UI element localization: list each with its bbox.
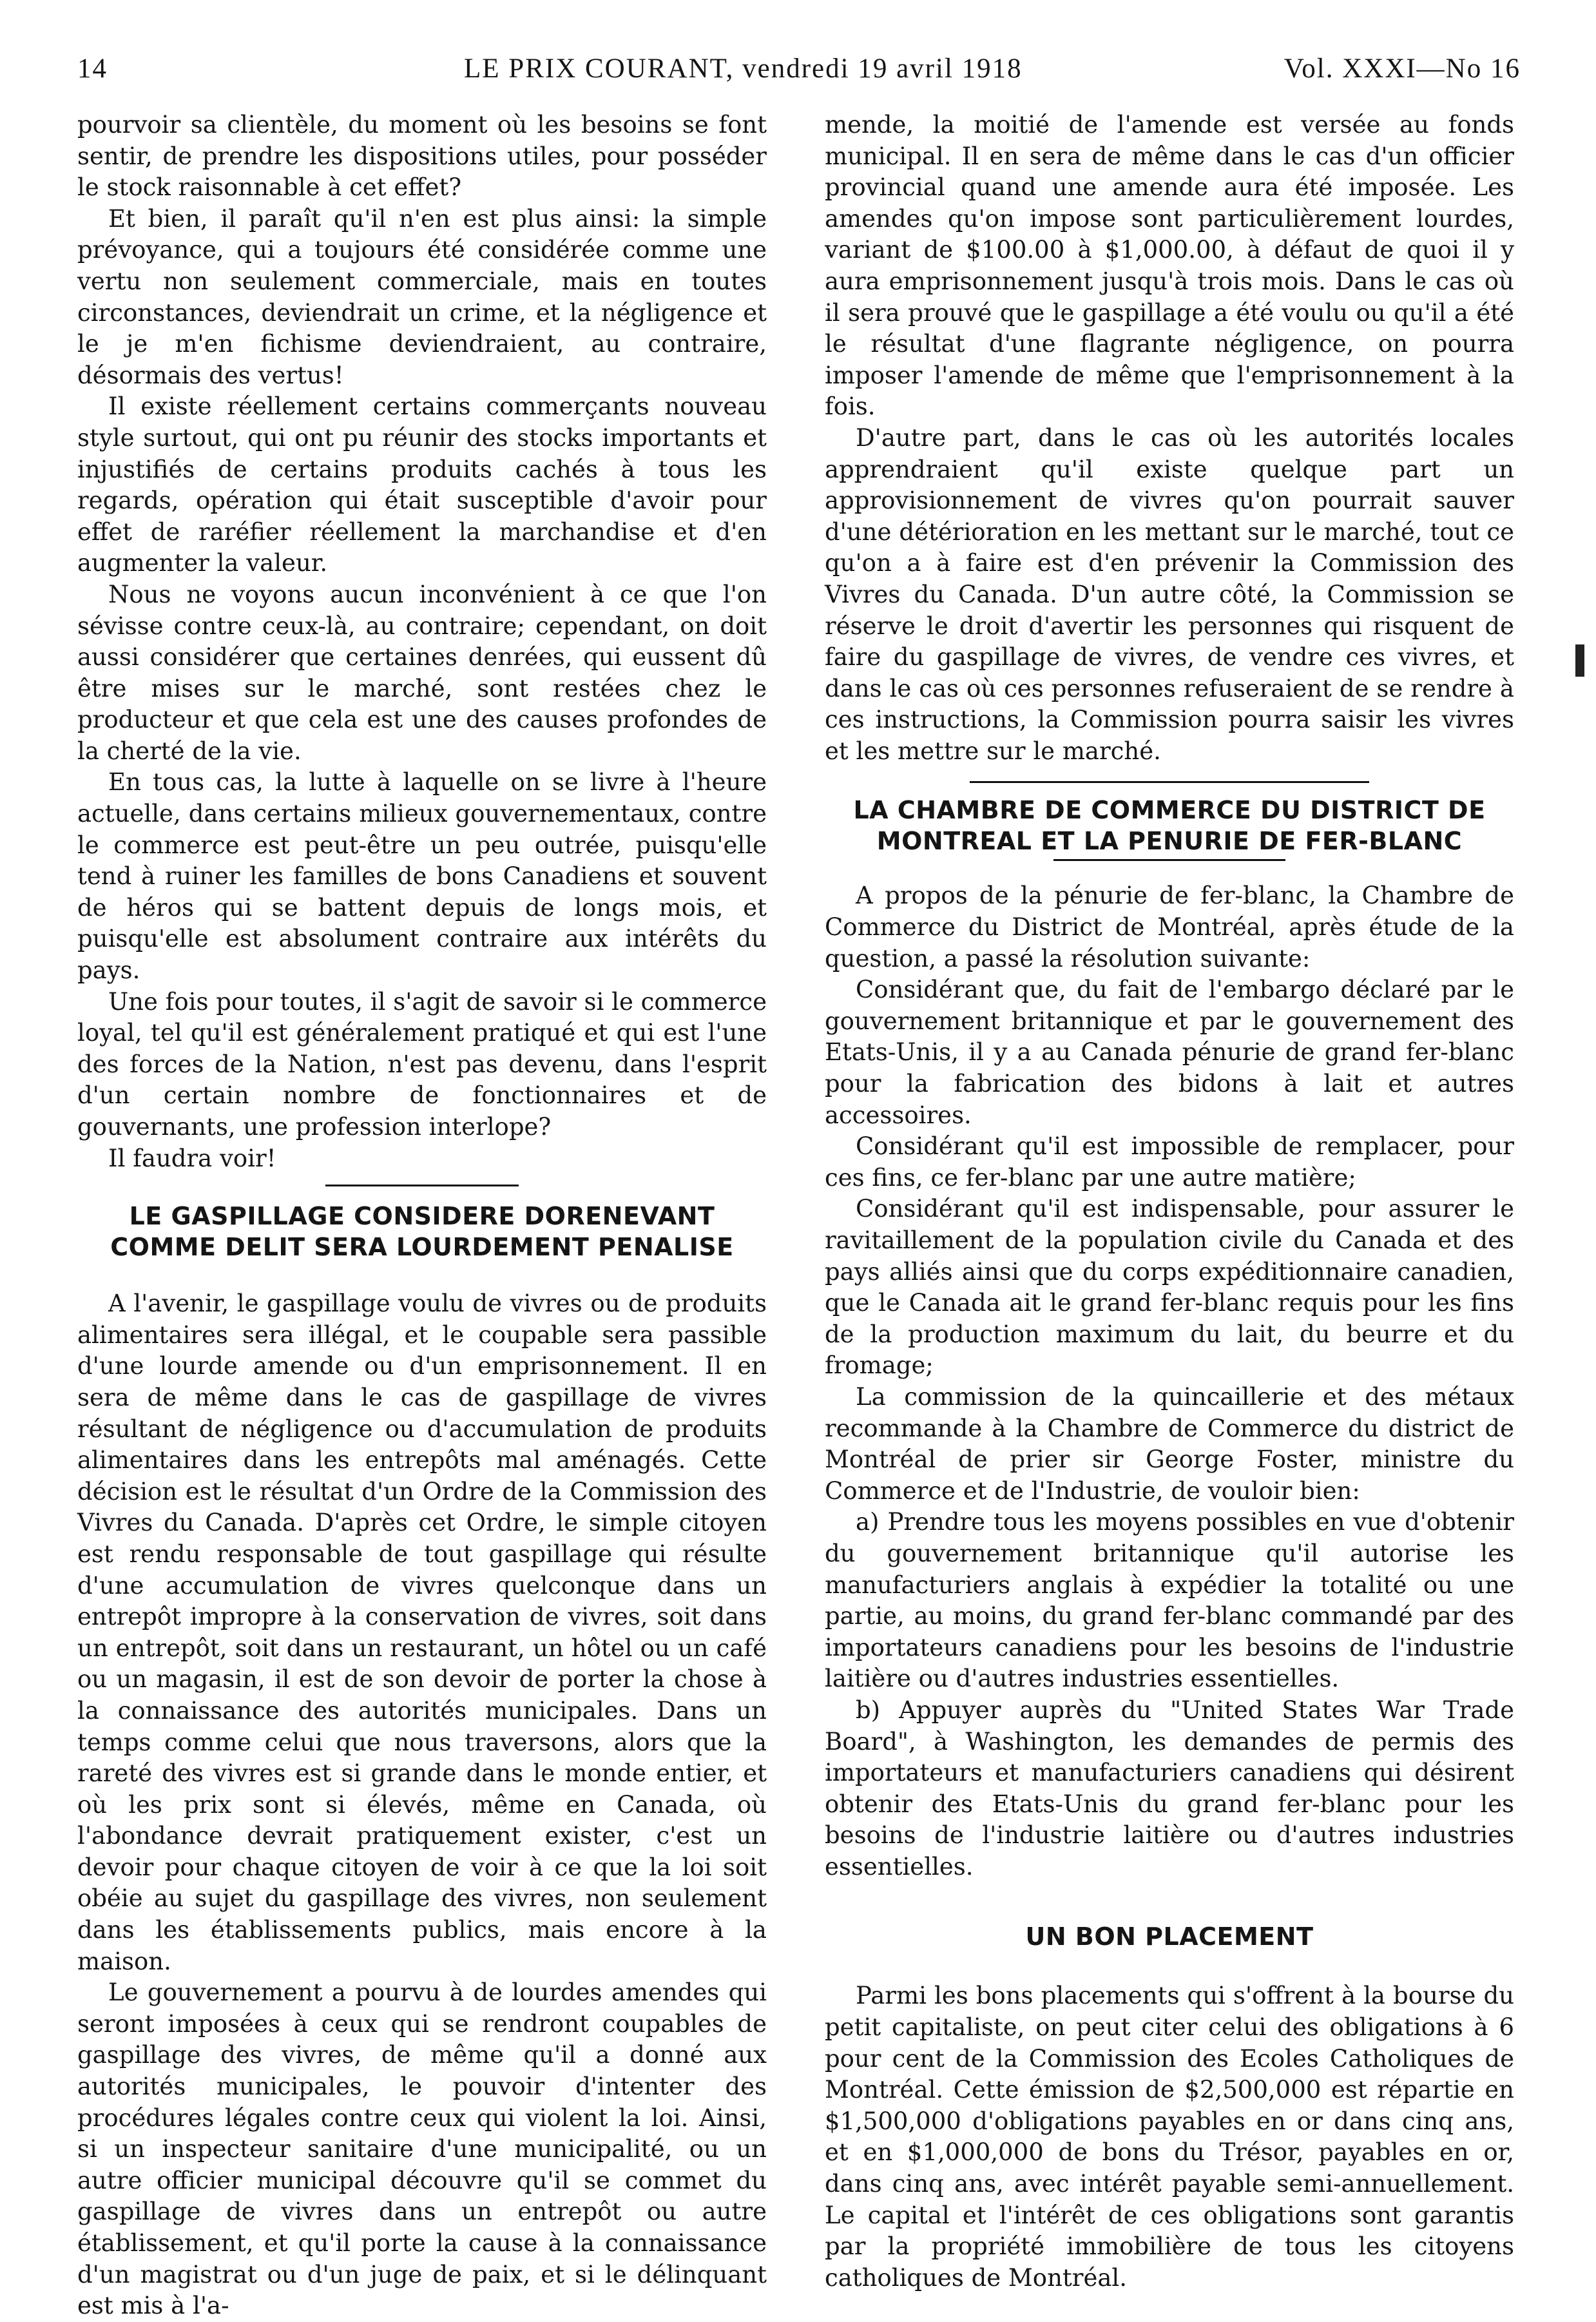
left-column	[77, 110, 767, 2322]
paragraph: Considérant que, du fait de l'embargo déclaré par le gouvernement britannique et par le gouvernement des Etats-Unis, il y a au Canada pénurie de grand fer-blanc pour la fabrication des bidons à lait et autres accessoires.	[825, 976, 1514, 1129]
paragraph: Considérant qu'il est indispensable, pour assurer le ravitaillement de la population civile du Canada et des pays alliés ainsi que du corps expéditionnaire canadien, que le Canada ait le grand fer-blanc requis pour les fins de la production maximum du lait, du beurre et du fromage;	[825, 1195, 1514, 1380]
volume-number: Vol. XXXI—No 16	[1284, 53, 1521, 84]
section-heading-bon-placement: UN BON PLACEMENT	[1025, 1922, 1314, 1951]
paragraph: Et bien, il paraît qu'il n'en est plus ainsi: la simple prévoyance, qui a toujours été considérée comme une vertu non seulement commerciale, mais en toutes circonstances, deviendrait un crime, et la négligence et le je m'en fichisme deviendraient, au contraire, désormais des vertus!	[77, 204, 767, 389]
section-divider	[325, 1185, 519, 1186]
paragraph: Une fois pour toutes, il s'agit de savoir si le commerce loyal, tel qu'il est généralement pratiqué et qui est l'une des forces de la Nation, n'est pas devenu, dans l'esprit d'un certain nombre de fonctionnaires et de gouvernants, une profession interlope?	[77, 987, 767, 1141]
paragraph: Il faudra voir!	[108, 1144, 276, 1172]
paragraph: Nous ne voyons aucun inconvénient à ce que l'on sévisse contre ceux-là, au contraire; cependant, on doit aussi considérer que certaines denrées, qui eussent dû être mises sur le marché, sont restées chez le producteur et que cela est une des causes profondes de la cherté de la vie.	[77, 580, 767, 765]
scan-edge-mark	[1575, 644, 1584, 677]
paragraph: Considérant qu'il est impossible de remplacer, pour ces fins, ce fer-blanc par une autre matière;	[825, 1132, 1514, 1192]
paragraph: A l'avenir, le gaspillage voulu de vivres ou de produits alimentaires sera illégal, et le coupable sera passible d'une lourde amende ou d'un emprisonnement. Il en sera de même dans le cas de gaspillage de vivres résultant de négligence ou d'accumulation de produits alimentaires dans les entrepôts mal aménagés. Cette décision est le résultat d'un Ordre de la Commission des Vivres du Canada. D'après cet Ordre, le simple citoyen est rendu responsable de tout gaspillage qui résulte d'une accumulation de vivres quelconque dans un entrepôt impropre à la conservation de vivres, soit dans un entrepôt, soit dans un restaurant, un hôtel ou un café ou un magasin, il est de son devoir de porter la chose à la connaissance des autorités municipales. Dans un temps comme celui que nous traversons, alors que la rareté des vivres est si grande dans le monde entier, et où les prix sont si élevés, même en Canada, où l'abondance devrait pratiquement exister, c'est un devoir pour chaque citoyen de voir à ce que la loi soit obéie au sujet du gaspillage des vivres, non seulement dans les établissements publics, mais encore à la maison.	[77, 1290, 767, 1975]
paragraph: Il existe réellement certains commerçants nouveau style surtout, qui ont pu réunir des stocks importants et injustifiés de certains produits cachés à tous les regards, opération qui était susceptible d'avoir pour effet de raréfier réellement la marchandise et d'en augmenter la valeur.	[77, 392, 767, 577]
right-column	[825, 110, 1514, 2294]
page-header	[77, 45, 1521, 90]
section-heading-gaspillage: LE GASPILLAGE CONSIDERE DORENEVANT COMME DELIT SERA LOURDEMENT PENALISE	[110, 1202, 734, 1262]
journal-title: LE PRIX COURANT, vendredi 19 avril 1918	[464, 53, 1023, 84]
section-divider	[1053, 859, 1285, 861]
page-number: 14	[77, 53, 108, 84]
paragraph: En tous cas, la lutte à laquelle on se livre à l'heure actuelle, dans certains milieux gouvernementaux, contre le commerce est peut-être un peu outrée, puisqu'elle tend à ruiner les familles de bons Canadiens et souvent de héros qui se battent depuis de longs mois, et puisqu'elle est absolument contraire aux intérêts du pays.	[77, 768, 767, 985]
paragraph: a) Prendre tous les moyens possibles en vue d'obtenir du gouvernement britannique qu'il autorise les manufacturiers anglais à expédier la totalité ou une partie, au moins, du grand fer-blanc commandé par des importateurs canadiens pour les besoins de l'industrie laitière ou d'autres industries essentielles.	[825, 1508, 1514, 1693]
paragraph: Parmi les bons placements qui s'offrent à la bourse du petit capitaliste, on peut citer celui des obligations à 6 pour cent de la Commission des Ecoles Catholiques de Montréal. Cette émission de $2,500,000 est répartie en $1,500,000 d'obligations payables en or dans cinq ans, et en $1,000,000 de bons du Trésor, payables en or, dans cinq ans, avec intérêt payable semi-annuellement. Le capital et l'intérêt de ces obligations sont garantis par la propriété immobilière de tous les citoyens catholiques de Montréal.	[825, 1982, 1514, 2292]
paragraph: D'autre part, dans le cas où les autorités locales apprendraient qu'il existe quelque part un approvisionnement de vivres qu'on pourrait sauver d'une détérioration en les mettant sur le marché, tout ce qu'on a à faire est d'en prévenir la Commission des Vivres du Canada. D'un autre côté, la Commission se réserve le droit d'avertir les personnes qui risquent de faire du gaspillage de vivres, de vendre ces vivres, et dans le cas où ces personnes refuseraient de se rendre à ces instructions, la Commission pourra saisir les vivres et les mettre sur le marché.	[825, 423, 1514, 765]
paragraph: mende, la moitié de l'amende est versée au fonds municipal. Il en sera de même dans le cas d'un officier provincial quand une amende aura été imposée. Les amendes qu'on impose sont particulièrement lourdes, variant de $100.00 à $1,000.00, à défaut de quoi il y aura emprisonnement jusqu'à trois mois. Dans le cas où il sera prouvé que le gaspillage a été voulu ou qu'il a été le résultat d'une flagrante négligence, on pourra imposer l'amende de même que l'emprisonnement à la fois.	[825, 111, 1514, 421]
section-heading-chambre-de-commerce: LA CHAMBRE DE COMMERCE DU DISTRICT DE MONTREAL ET LA PENURIE DE FER-BLANC	[853, 796, 1486, 856]
section-divider	[970, 781, 1369, 783]
paragraph: b) Appuyer auprès du "United States War Trade Board", à Washington, les demandes de permis des importateurs et manufacturiers canadiens qui désirent obtenir des Etats-Unis du grand fer-blanc pour les besoins de l'industrie laitière ou d'autres industries essentielles.	[825, 1696, 1514, 1881]
paragraph: A propos de la pénurie de fer-blanc, la Chambre de Commerce du District de Montréal, après étude de la question, a passé la résolution suivante:	[825, 882, 1514, 972]
paragraph: pourvoir sa clientèle, du moment où les besoins se font sentir, de prendre les dispositions utiles, pour posséder le stock raisonnable à cet effet?	[77, 111, 767, 202]
paragraph: Le gouvernement a pourvu à de lourdes amendes qui seront imposées à ceux qui se rendront coupables de gaspillage des vivres, de même qu'il a donné aux autorités municipales, le pouvoir d'intenter des procédures légales contre ceux qui violent la loi. Ainsi, si un inspecteur sanitaire d'une municipalité, ou un autre officier municipal découvre qu'il se commet du gaspillage de vivres dans un entrepôt ou autre établissement, et qu'il porte la cause à la connaissance d'un magistrat ou d'un juge de paix, et si le délinquant est mis à l'a-	[77, 1979, 767, 2320]
paragraph: La commission de la quincaillerie et des métaux recommande à la Chambre de Commerce du district de Montréal de prier sir George Foster, ministre du Commerce et de l'Industrie, de vouloir bien:	[825, 1382, 1514, 1505]
